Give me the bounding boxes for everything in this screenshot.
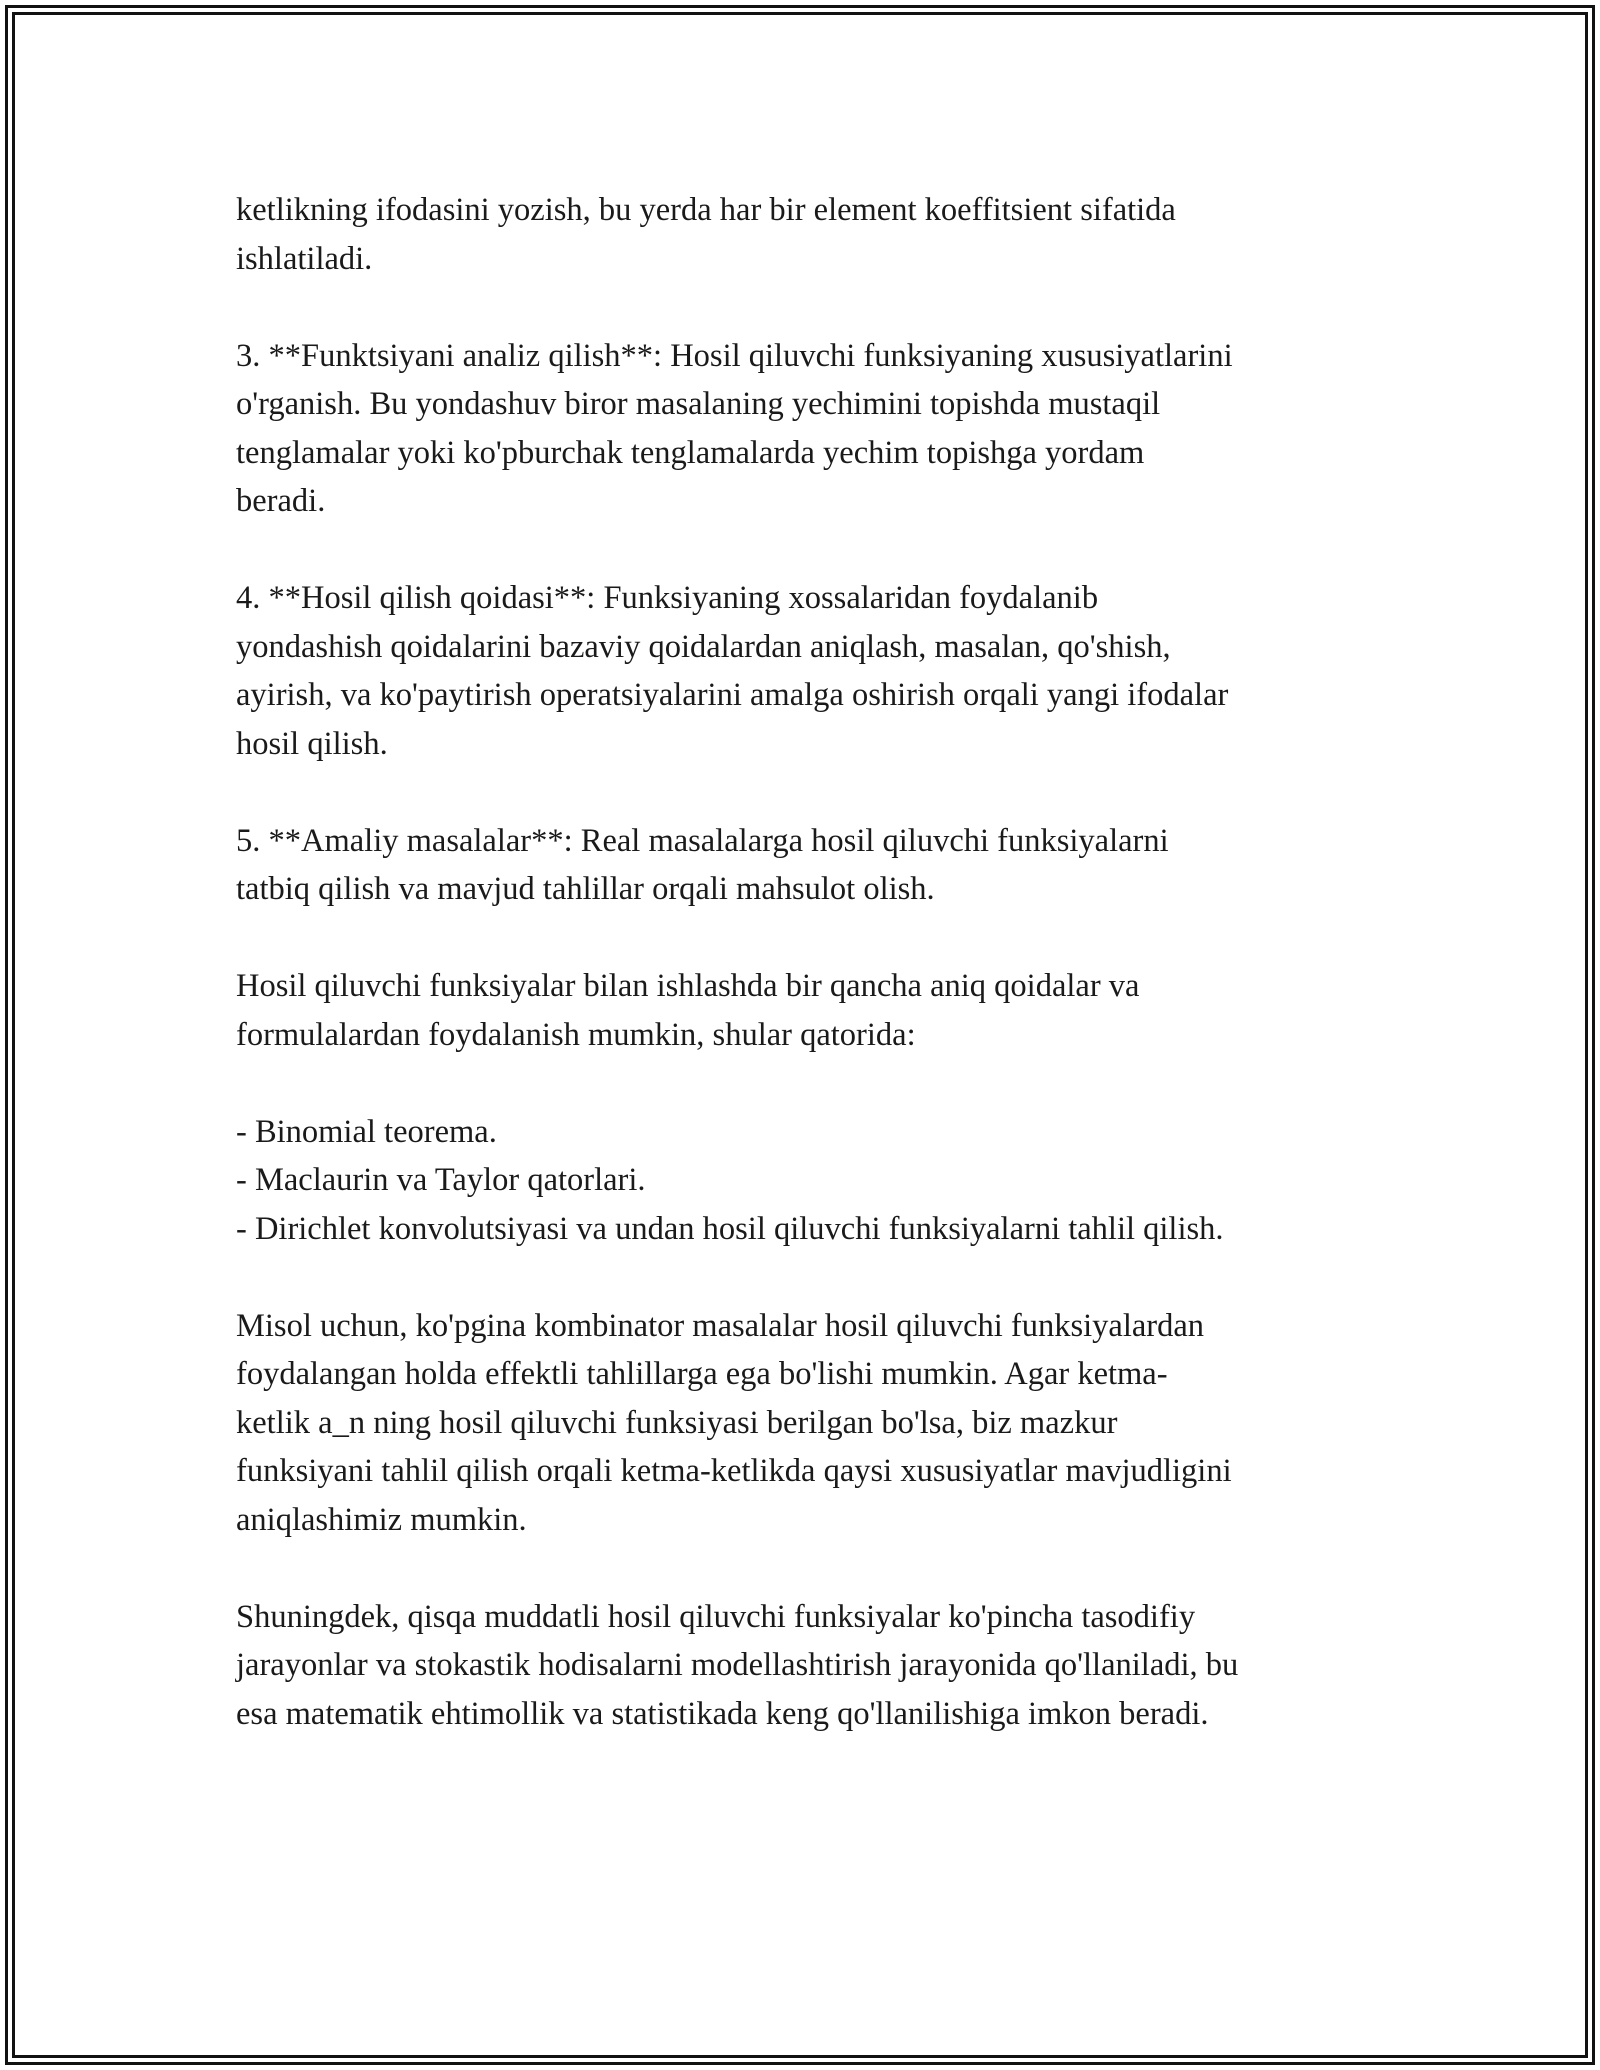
bullet-list: - Binomial teorema. - Maclaurin va Taylor qatorlari. - Dirichlet konvolutsiyasi va undan hosil qiluvchi funksiyalarni tahlil qilish. bbox=[236, 1113, 1224, 1247]
paragraph-item-4-generation-rule: 4. **Hosil qilish qoidasi**: Funksiyaning xossalaridan foydalanib yondashish qoidalarini bazaviy qoidalardan aniqlash, masalan, qo'shish, ayirish, va ko'paytirish operatsiyalarini amalga oshirish orqali yangi ifodalar hosil qilish. bbox=[236, 580, 1229, 762]
paragraph-item-5-practical-problems: 5. **Amaliy masalalar**: Real masalalarga hosil qiluvchi funksiyalarni tatbiq qilish va mavjud tahlillar orqali mahsulot olish. bbox=[236, 822, 1169, 907]
paragraph-conclusion: Shuningdek, qisqa muddatli hosil qiluvchi funksiyalar ko'pincha tasodifiy jarayonlar va stokastik hodisalarni modellashtirish jarayonida qo'llaniladi, bu esa matematik ehtimollik va statistikada keng qo'llanilishiga imkon beradi. bbox=[236, 1598, 1239, 1732]
paragraph-item-3-function-analysis: 3. **Funktsiyani analiz qilish**: Hosil qiluvchi funksiyaning xususiyatlarini o'rganish. Bu yondashuv biror masalaning yechimini topishda mustaqil tenglamalar yoki ko'pburchak tenglamalarda yechim topishga yordam beradi. bbox=[236, 337, 1233, 519]
document-body bbox=[236, 186, 1386, 1787]
paragraph-example: Misol uchun, ko'pgina kombinator masalalar hosil qiluvchi funksiyalardan foydalangan holda effektli tahlillarga ega bo'lishi mumkin. Agar ketma- ketlik a_n ning hosil qiluvchi funksiyasi berilgan bo'lsa, biz mazkur funksiyani tahlil qilish orqali ketma-ketlikda qaysi xususiyatlar mavjudligini aniqlashimiz mumkin. bbox=[236, 1307, 1232, 1538]
paragraph-continuation: ketlikning ifodasini yozish, bu yerda har bir element koeffitsient sifatida ishlatiladi. bbox=[236, 192, 1176, 277]
paragraph-rules-intro: Hosil qiluvchi funksiyalar bilan ishlashda bir qancha aniq qoidalar va formulalardan foydalanish mumkin, shular qatorida: bbox=[236, 968, 1140, 1053]
